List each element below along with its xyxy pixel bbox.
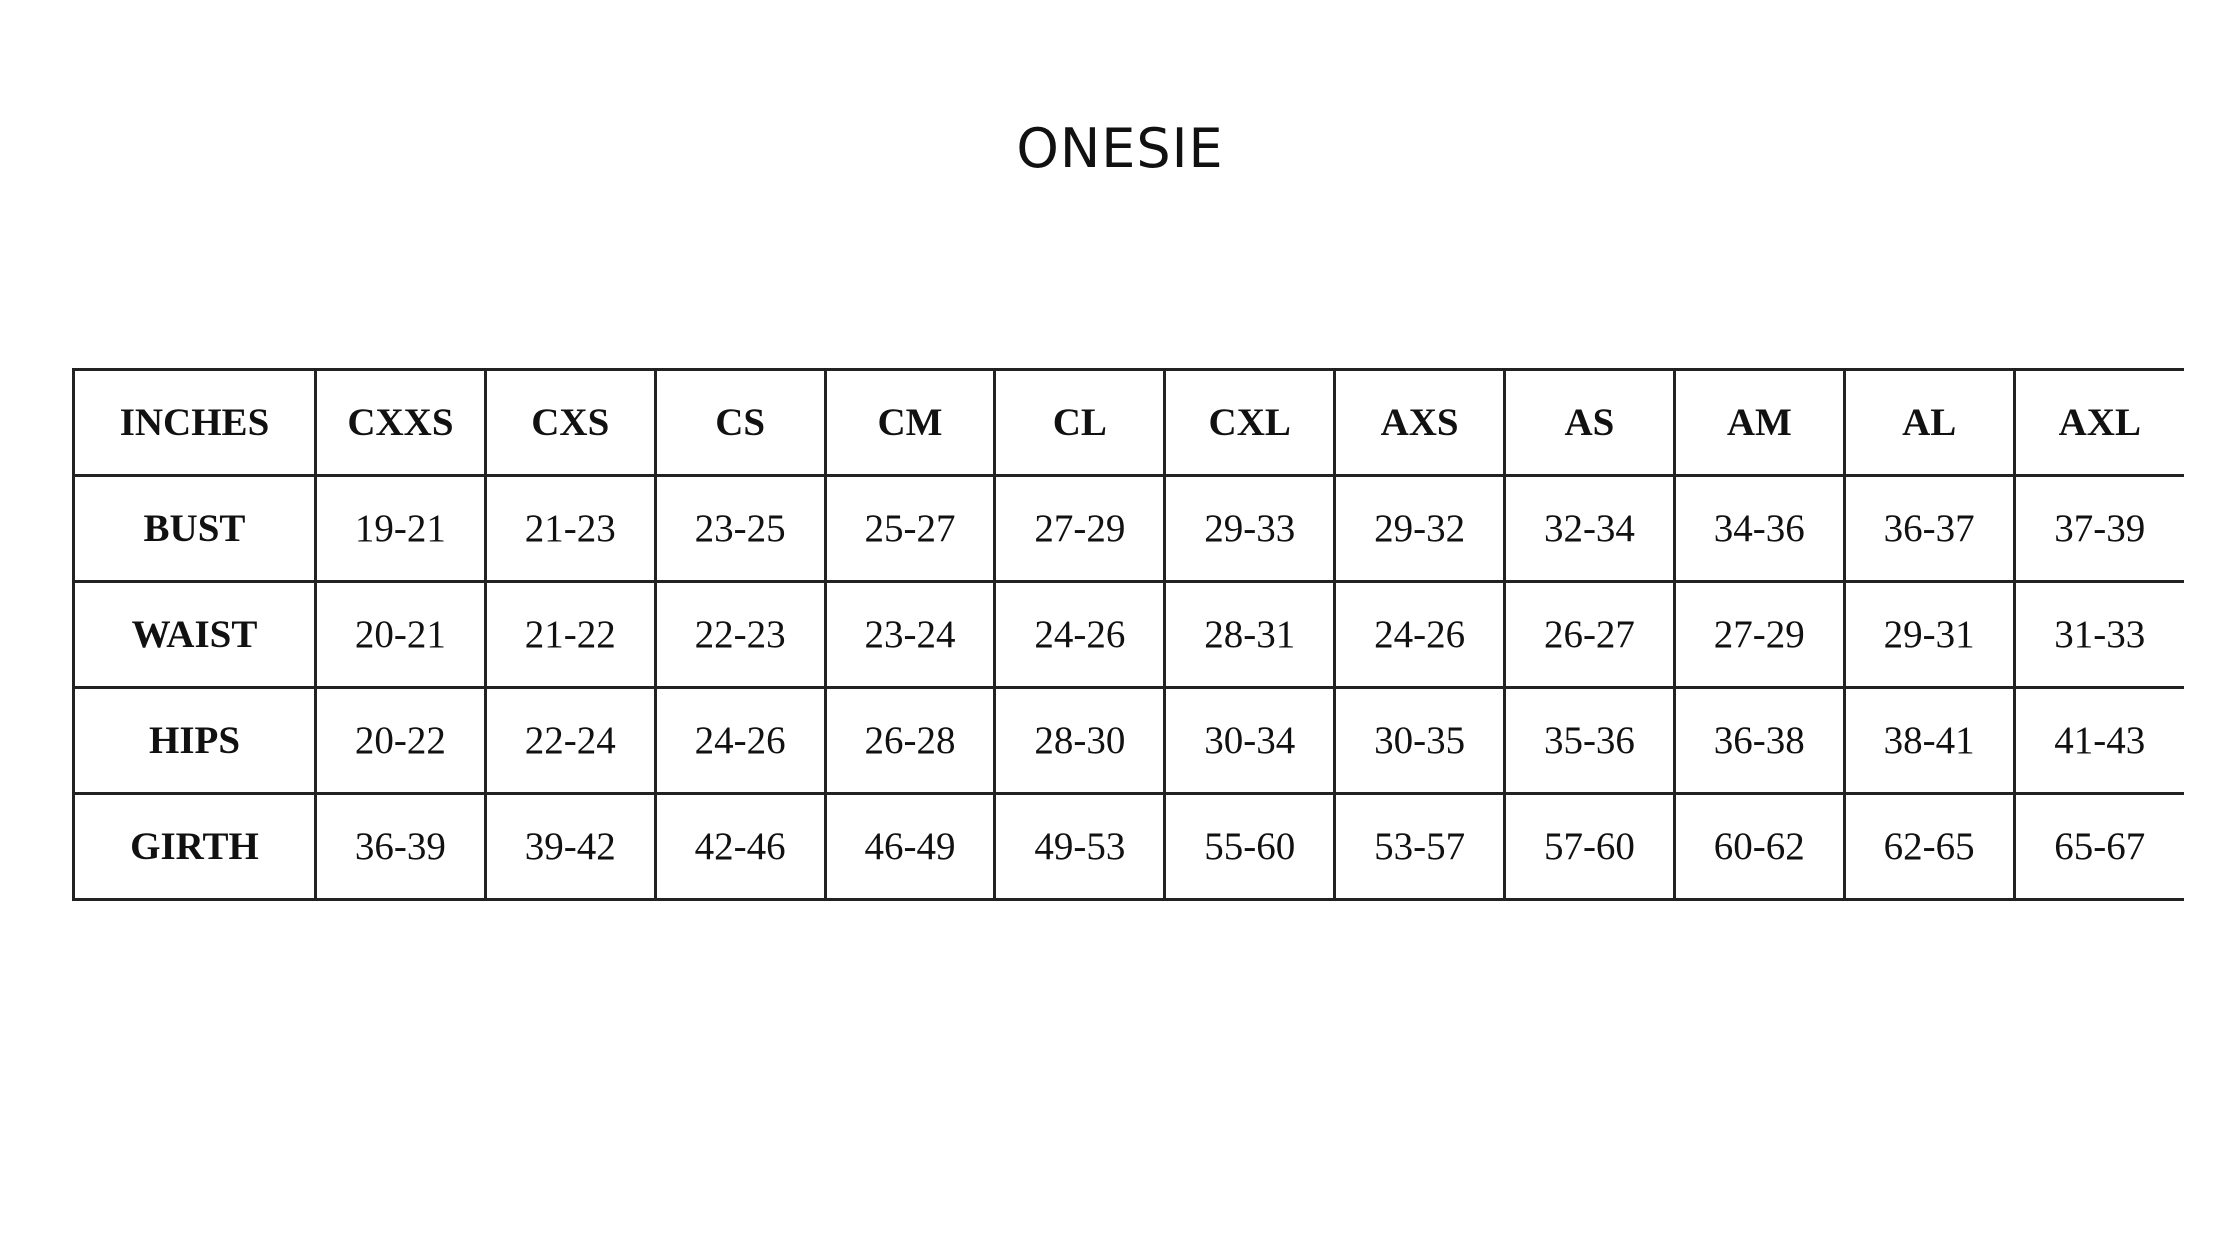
table-cell: 26-27 xyxy=(1505,582,1675,688)
header-cell: AM xyxy=(1674,370,1844,476)
table-cell: 34-36 xyxy=(1674,476,1844,582)
table-cell: 36-38 xyxy=(1674,688,1844,794)
table-cell: 20-21 xyxy=(316,582,486,688)
table-cell: 39-42 xyxy=(485,794,655,900)
table-row xyxy=(74,476,2185,582)
table-cell: 36-37 xyxy=(1844,476,2014,582)
table-cell: 62-65 xyxy=(1844,794,2014,900)
table-cell: 28-30 xyxy=(995,688,1165,794)
row-label: HIPS xyxy=(74,688,316,794)
page-title: ONESIE xyxy=(1016,117,1224,180)
table-cell: 57-60 xyxy=(1505,794,1675,900)
table-cell: 23-24 xyxy=(825,582,995,688)
table-row xyxy=(74,688,2185,794)
header-cell: CXS xyxy=(485,370,655,476)
table-header-row xyxy=(74,370,2185,476)
table-cell: 21-22 xyxy=(485,582,655,688)
header-cell: CXL xyxy=(1165,370,1335,476)
table-cell: 22-23 xyxy=(655,582,825,688)
table-row xyxy=(74,582,2185,688)
table-cell: 55-60 xyxy=(1165,794,1335,900)
table-cell: 23-25 xyxy=(655,476,825,582)
table-cell: 20-22 xyxy=(316,688,486,794)
size-chart-table xyxy=(72,368,2184,901)
table-cell: 35-36 xyxy=(1505,688,1675,794)
table-cell: 29-32 xyxy=(1335,476,1505,582)
header-cell: CXXS xyxy=(316,370,486,476)
table-cell: 29-33 xyxy=(1165,476,1335,582)
table-cell: 27-29 xyxy=(1674,582,1844,688)
table-cell: 19-21 xyxy=(316,476,486,582)
table-cell: 41-43 xyxy=(2014,688,2184,794)
table-cell: 38-41 xyxy=(1844,688,2014,794)
header-cell: CM xyxy=(825,370,995,476)
row-label: GIRTH xyxy=(74,794,316,900)
table-cell: 37-39 xyxy=(2014,476,2184,582)
table-cell: 36-39 xyxy=(316,794,486,900)
header-cell: CL xyxy=(995,370,1165,476)
table-cell: 21-23 xyxy=(485,476,655,582)
table-cell: 26-28 xyxy=(825,688,995,794)
table-cell: 42-46 xyxy=(655,794,825,900)
header-cell: AS xyxy=(1505,370,1675,476)
table-cell: 22-24 xyxy=(485,688,655,794)
row-label: BUST xyxy=(74,476,316,582)
table-cell: 29-31 xyxy=(1844,582,2014,688)
table-cell: 24-26 xyxy=(655,688,825,794)
header-cell: AXS xyxy=(1335,370,1505,476)
table-cell: 24-26 xyxy=(1335,582,1505,688)
table-cell: 46-49 xyxy=(825,794,995,900)
table-cell: 27-29 xyxy=(995,476,1165,582)
table-cell: 30-34 xyxy=(1165,688,1335,794)
header-cell: CS xyxy=(655,370,825,476)
header-cell: AXL xyxy=(2014,370,2184,476)
table-cell: 32-34 xyxy=(1505,476,1675,582)
table-cell: 31-33 xyxy=(2014,582,2184,688)
table-cell: 60-62 xyxy=(1674,794,1844,900)
table-cell: 65-67 xyxy=(2014,794,2184,900)
header-cell: INCHES xyxy=(74,370,316,476)
table-cell: 49-53 xyxy=(995,794,1165,900)
table-row xyxy=(74,794,2185,900)
table-cell: 24-26 xyxy=(995,582,1165,688)
row-label: WAIST xyxy=(74,582,316,688)
header-cell: AL xyxy=(1844,370,2014,476)
table-cell: 25-27 xyxy=(825,476,995,582)
table-cell: 30-35 xyxy=(1335,688,1505,794)
table-cell: 28-31 xyxy=(1165,582,1335,688)
table-cell: 53-57 xyxy=(1335,794,1505,900)
